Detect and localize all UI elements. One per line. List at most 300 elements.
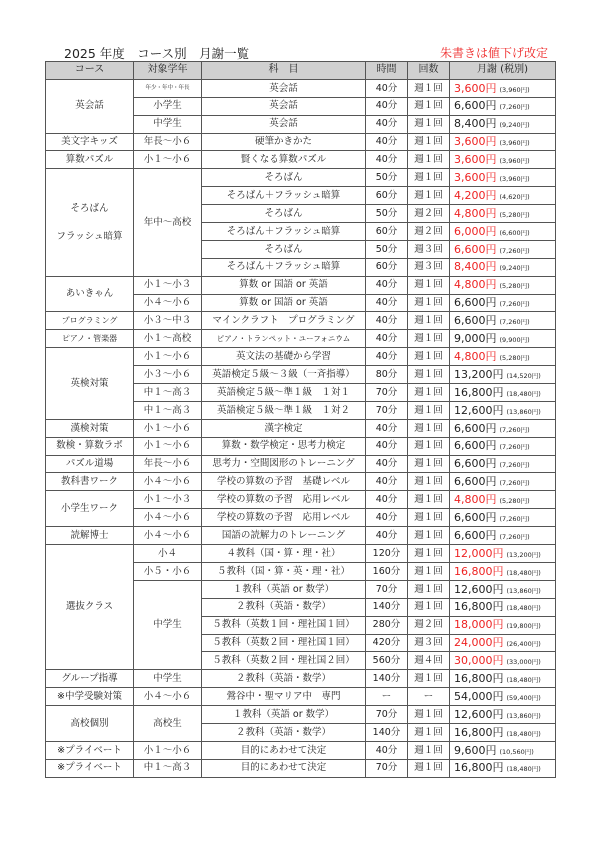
price-with-tax: (5,280円) — [499, 210, 530, 219]
subject-cell: 賢くなる算数パズル — [202, 151, 366, 169]
price-with-tax: (5,280円) — [499, 497, 530, 506]
price-with-tax: (13,200円) — [506, 550, 541, 559]
count-cell: 週１回 — [408, 580, 450, 598]
price-value: 4,200円 — [454, 188, 497, 202]
price-value: 3,600円 — [454, 153, 497, 167]
course-cell: プログラミング — [46, 312, 134, 330]
count-cell: 週１回 — [408, 759, 450, 777]
table-row — [46, 527, 556, 545]
price-with-tax: (5,280円) — [499, 353, 530, 362]
grade-cell: 小３〜中３ — [134, 312, 202, 330]
price-with-tax: (7,260円) — [499, 532, 530, 541]
price-value: 3,600円 — [454, 81, 497, 95]
count-cell: 週１回 — [408, 115, 450, 133]
price-with-tax: (4,620円) — [499, 192, 530, 201]
grade-cell: 小１〜小６ — [134, 419, 202, 437]
price-with-tax: (33,000円) — [506, 658, 541, 667]
fee-cell — [450, 276, 556, 294]
time-cell: 60分 — [366, 187, 408, 205]
table-row — [46, 133, 556, 151]
fee-cell — [450, 759, 556, 777]
subject-cell: 思考力・空間図形のトレーニング — [202, 455, 366, 473]
time-cell: 140分 — [366, 723, 408, 741]
grade-cell: 小１〜小６ — [134, 151, 202, 169]
price-with-tax: (3,960円) — [499, 139, 530, 148]
fee-cell — [450, 330, 556, 348]
fee-cell — [450, 527, 556, 545]
fee-cell — [450, 634, 556, 652]
price-with-tax: (3,960円) — [499, 175, 530, 184]
count-cell: 週３回 — [408, 258, 450, 276]
price-value: 6,600円 — [454, 314, 497, 328]
table-row — [46, 437, 556, 455]
time-cell: 60分 — [366, 258, 408, 276]
course-cell-soroban — [46, 169, 134, 276]
grade-cell: 中学生 — [134, 115, 202, 133]
subject-cell: そろばん＋フラッシュ暗算 — [202, 223, 366, 241]
grade-cell: 中１〜高３ — [134, 384, 202, 402]
price-value: 12,000円 — [454, 546, 504, 560]
fee-cell — [450, 187, 556, 205]
price-value: 12,600円 — [454, 582, 504, 596]
price-with-tax: (59,400円) — [506, 693, 541, 702]
count-cell: 週１回 — [408, 419, 450, 437]
course-cell: ※中学受験対策 — [46, 688, 134, 706]
table-row — [46, 276, 556, 294]
count-cell: 週４回 — [408, 652, 450, 670]
price-with-tax: (9,900円) — [499, 336, 530, 345]
price-value: 6,600円 — [454, 457, 497, 471]
count-cell: 週１回 — [408, 527, 450, 545]
fee-cell — [450, 151, 556, 169]
price-with-tax: (18,480円) — [506, 729, 541, 738]
subject-cell: ４教科（国・算・理・社） — [202, 545, 366, 563]
subject-cell: 漢字検定 — [202, 419, 366, 437]
price-with-tax: (7,260円) — [499, 300, 530, 309]
fee-cell — [450, 437, 556, 455]
subject-cell: 英文法の基礎から学習 — [202, 348, 366, 366]
subject-cell: 英語検定５級〜準１級 １対１ — [202, 384, 366, 402]
count-cell: 週３回 — [408, 240, 450, 258]
subject-cell: 英語検定５級〜準１級 １対２ — [202, 401, 366, 419]
course-cell: ※プライベート — [46, 759, 134, 777]
course-cell: 選抜クラス — [46, 545, 134, 670]
course-cell: ※プライベート — [46, 741, 134, 759]
price-value: 8,400円 — [454, 260, 497, 274]
time-cell: 50分 — [366, 205, 408, 223]
price-value: 6,600円 — [454, 475, 497, 489]
subject-cell: そろばん＋フラッシュ暗算 — [202, 187, 366, 205]
count-cell: 週１回 — [408, 473, 450, 491]
subject-cell: １教科（英語 or 数学） — [202, 706, 366, 724]
count-cell: 週１回 — [408, 312, 450, 330]
time-cell: 140分 — [366, 670, 408, 688]
course-cell: 漢検対策 — [46, 419, 134, 437]
subject-cell: ２教科（英語・数学） — [202, 670, 366, 688]
price-cut-note: 朱書きは値下げ改定 — [439, 46, 548, 60]
fee-cell — [450, 580, 556, 598]
subject-cell: 算数 or 国語 or 英語 — [202, 276, 366, 294]
price-value: 24,000円 — [454, 636, 504, 650]
table-row — [46, 151, 556, 169]
course-cell: ピアノ・管楽器 — [46, 330, 134, 348]
count-cell: 週１回 — [408, 401, 450, 419]
subject-cell: 英会話 — [202, 79, 366, 97]
fee-cell — [450, 688, 556, 706]
time-cell: 70分 — [366, 580, 408, 598]
count-cell: 週１回 — [408, 437, 450, 455]
price-value: 6,600円 — [454, 296, 497, 310]
course-cell: パズル道場 — [46, 455, 134, 473]
count-cell: 週２回 — [408, 223, 450, 241]
price-value: 16,800円 — [454, 600, 504, 614]
time-cell: 40分 — [366, 473, 408, 491]
grade-cell: 小４ — [134, 545, 202, 563]
grade-cell: 小１〜高校 — [134, 330, 202, 348]
grade-cell: 小５・小６ — [134, 562, 202, 580]
grade-cell: 年長〜小６ — [134, 133, 202, 151]
price-value: 6,600円 — [454, 421, 497, 435]
fee-cell — [450, 562, 556, 580]
price-value: 16,800円 — [454, 385, 504, 399]
subject-cell: ５教科（英数２回・理社国１回） — [202, 634, 366, 652]
subject-cell: ５教科（英数２回・理社国２回） — [202, 652, 366, 670]
fee-cell — [450, 115, 556, 133]
table-row — [46, 491, 556, 509]
count-cell: 週１回 — [408, 169, 450, 187]
table-row — [46, 759, 556, 777]
price-value: 16,800円 — [454, 671, 504, 685]
price-with-tax: (9,240円) — [499, 121, 530, 130]
fee-cell — [450, 348, 556, 366]
time-cell: 40分 — [366, 151, 408, 169]
subject-cell: そろばん — [202, 240, 366, 258]
table-row — [46, 348, 556, 366]
price-with-tax: (18,480円) — [506, 389, 541, 398]
count-cell: 週１回 — [408, 545, 450, 563]
subject-cell: そろばん — [202, 169, 366, 187]
subject-cell: 鶯谷中・聖マリア中 専門 — [202, 688, 366, 706]
col-header-time: 時間 — [366, 62, 408, 80]
table-row — [46, 455, 556, 473]
count-cell: 週１回 — [408, 79, 450, 97]
price-value: 6,600円 — [454, 510, 497, 524]
price-value: 4,800円 — [454, 349, 497, 363]
price-with-tax: (7,260円) — [499, 246, 530, 255]
subject-cell: ２教科（英語・数学） — [202, 598, 366, 616]
grade-cell: 年長〜小６ — [134, 455, 202, 473]
course-cell: 教科書ワーク — [46, 473, 134, 491]
subject-cell: そろばん＋フラッシュ暗算 — [202, 258, 366, 276]
count-cell: 週１回 — [408, 723, 450, 741]
course-cell: 高校個別 — [46, 706, 134, 742]
course-cell: 算数パズル — [46, 151, 134, 169]
subject-cell: 英会話 — [202, 115, 366, 133]
course-cell: グループ指導 — [46, 670, 134, 688]
subject-cell: 英語検定５級〜３級（一斉指導） — [202, 366, 366, 384]
subject-cell: 目的にあわせて決定 — [202, 759, 366, 777]
time-cell: 40分 — [366, 741, 408, 759]
price-with-tax: (18,480円) — [506, 604, 541, 613]
time-cell: 40分 — [366, 437, 408, 455]
fee-cell — [450, 401, 556, 419]
table-row — [46, 330, 556, 348]
table-row — [46, 473, 556, 491]
subject-cell: ５教科（国・算・英・理・社） — [202, 562, 366, 580]
price-value: 6,600円 — [454, 439, 497, 453]
fee-cell — [450, 258, 556, 276]
price-value: 3,600円 — [454, 135, 497, 149]
table-row — [46, 741, 556, 759]
time-cell: 70分 — [366, 401, 408, 419]
price-with-tax: (13,860円) — [506, 711, 541, 720]
price-with-tax: (9,240円) — [499, 264, 530, 273]
count-cell: 週１回 — [408, 330, 450, 348]
grade-cell: 高校生 — [134, 706, 202, 742]
course-cell: 小学生ワーク — [46, 491, 134, 527]
time-cell: 70分 — [366, 759, 408, 777]
subject-cell: 算数 or 国語 or 英語 — [202, 294, 366, 312]
grade-cell: 中１〜高３ — [134, 401, 202, 419]
time-cell: 40分 — [366, 97, 408, 115]
time-cell: 40分 — [366, 312, 408, 330]
fee-cell — [450, 706, 556, 724]
course-label: フラッシュ暗算 — [56, 230, 123, 242]
subject-cell: ５教科（英数１回・理社国１回） — [202, 616, 366, 634]
count-cell: 週１回 — [408, 741, 450, 759]
fee-cell — [450, 240, 556, 258]
count-cell: 週１回 — [408, 670, 450, 688]
subject-cell: 英会話 — [202, 97, 366, 115]
count-cell: 週１回 — [408, 562, 450, 580]
time-cell: 70分 — [366, 706, 408, 724]
subject-cell: ピアノ・トランペット・ユーフォニウム — [202, 330, 366, 348]
price-value: 9,000円 — [454, 332, 497, 346]
subject-cell: 目的にあわせて決定 — [202, 741, 366, 759]
price-with-tax: (7,260円) — [499, 514, 530, 523]
count-cell: 週１回 — [408, 706, 450, 724]
price-value: 6,600円 — [454, 242, 497, 256]
time-cell: ー — [366, 688, 408, 706]
grade-cell: 小１〜小３ — [134, 491, 202, 509]
tuition-table — [45, 61, 556, 778]
subject-cell: 硬筆かきかた — [202, 133, 366, 151]
subject-cell: マインクラフト プログラミング — [202, 312, 366, 330]
col-header-course: コース — [46, 62, 134, 80]
course-label: そろばん — [70, 203, 109, 215]
time-cell: 80分 — [366, 366, 408, 384]
subject-cell: 算数・数学検定・思考力検定 — [202, 437, 366, 455]
subject-cell: そろばん — [202, 205, 366, 223]
price-value: 6,600円 — [454, 528, 497, 542]
fee-cell — [450, 473, 556, 491]
count-cell: 週１回 — [408, 133, 450, 151]
price-value: 4,800円 — [454, 206, 497, 220]
time-cell: 40分 — [366, 276, 408, 294]
price-value: 4,800円 — [454, 493, 497, 507]
price-with-tax: (6,600円) — [499, 228, 530, 237]
col-header-grade: 対象学年 — [134, 62, 202, 80]
grade-cell: 小４〜小６ — [134, 688, 202, 706]
grade-cell: 小１〜小６ — [134, 348, 202, 366]
count-cell: 週１回 — [408, 348, 450, 366]
time-cell: 40分 — [366, 455, 408, 473]
fee-cell — [450, 545, 556, 563]
count-cell: 週１回 — [408, 276, 450, 294]
time-cell: 40分 — [366, 491, 408, 509]
grade-cell: 小４〜小６ — [134, 473, 202, 491]
price-with-tax: (3,960円) — [499, 157, 530, 166]
grade-cell: 小１〜小６ — [134, 437, 202, 455]
price-value: 12,600円 — [454, 707, 504, 721]
price-with-tax: (7,260円) — [499, 318, 530, 327]
subject-cell: 学校の算数の予習 応用レベル — [202, 491, 366, 509]
price-with-tax: (18,480円) — [506, 675, 541, 684]
subject-cell: 学校の算数の予習 応用レベル — [202, 509, 366, 527]
price-with-tax: (7,260円) — [499, 479, 530, 488]
price-with-tax: (18,480円) — [506, 765, 541, 774]
price-value: 16,800円 — [454, 725, 504, 739]
fee-cell — [450, 205, 556, 223]
fee-cell — [450, 455, 556, 473]
count-cell: 週１回 — [408, 384, 450, 402]
count-cell: 週２回 — [408, 616, 450, 634]
price-value: 16,800円 — [454, 761, 504, 775]
fee-cell — [450, 723, 556, 741]
price-with-tax: (5,280円) — [499, 282, 530, 291]
time-cell: 50分 — [366, 169, 408, 187]
fee-cell — [450, 97, 556, 115]
course-cell: 英会話 — [46, 79, 134, 133]
price-with-tax: (19,800円) — [506, 622, 541, 631]
fee-cell — [450, 670, 556, 688]
subject-cell: 国語の読解力のトレーニング — [202, 527, 366, 545]
grade-cell: 小学生 — [134, 97, 202, 115]
grade-cell: 小１〜小６ — [134, 741, 202, 759]
price-with-tax: (3,960円) — [499, 85, 530, 94]
table-row — [46, 670, 556, 688]
count-cell: 週１回 — [408, 187, 450, 205]
price-value: 13,200円 — [454, 367, 504, 381]
time-cell: 40分 — [366, 527, 408, 545]
time-cell: 40分 — [366, 348, 408, 366]
fee-cell — [450, 223, 556, 241]
price-with-tax: (13,860円) — [506, 586, 541, 595]
fee-cell — [450, 312, 556, 330]
table-header-row — [46, 62, 556, 80]
price-value: 9,600円 — [454, 743, 497, 757]
col-header-count: 回数 — [408, 62, 450, 80]
table-row — [46, 312, 556, 330]
count-cell: 週１回 — [408, 598, 450, 616]
count-cell: 週２回 — [408, 205, 450, 223]
col-header-subject: 科 目 — [202, 62, 366, 80]
count-cell: 週３回 — [408, 634, 450, 652]
price-value: 54,000円 — [454, 689, 504, 703]
subject-cell: 学校の算数の予習 基礎レベル — [202, 473, 366, 491]
fee-cell — [450, 419, 556, 437]
count-cell: 週１回 — [408, 294, 450, 312]
price-value: 18,000円 — [454, 618, 504, 632]
col-header-fee: 月謝 (税別) — [450, 62, 556, 80]
course-cell: あいきゃん — [46, 276, 134, 312]
table-row — [46, 79, 556, 97]
grade-cell: 中学生 — [134, 670, 202, 688]
course-cell: 数検・算数ラボ — [46, 437, 134, 455]
fee-cell — [450, 366, 556, 384]
fee-cell — [450, 598, 556, 616]
price-value: 12,600円 — [454, 403, 504, 417]
time-cell: 40分 — [366, 419, 408, 437]
course-cell: 美文字キッズ — [46, 133, 134, 151]
time-cell: 560分 — [366, 652, 408, 670]
course-cell: 読解博士 — [46, 527, 134, 545]
price-with-tax: (18,480円) — [506, 568, 541, 577]
time-cell: 160分 — [366, 562, 408, 580]
time-cell: 280分 — [366, 616, 408, 634]
fee-cell — [450, 294, 556, 312]
fee-cell — [450, 169, 556, 187]
time-cell: 40分 — [366, 79, 408, 97]
table-row — [46, 169, 556, 187]
time-cell: 40分 — [366, 133, 408, 151]
grade-cell: 中１〜高３ — [134, 759, 202, 777]
time-cell: 120分 — [366, 545, 408, 563]
fee-cell — [450, 616, 556, 634]
price-value: 30,000円 — [454, 654, 504, 668]
grade-cell: 年中〜高校 — [134, 169, 202, 276]
table-row — [46, 545, 556, 563]
grade-cell: 小４〜小６ — [134, 509, 202, 527]
time-cell: 50分 — [366, 240, 408, 258]
fee-cell — [450, 491, 556, 509]
fee-cell — [450, 509, 556, 527]
time-cell: 140分 — [366, 598, 408, 616]
grade-cell: 小４〜小６ — [134, 527, 202, 545]
table-row — [46, 688, 556, 706]
grade-cell: 小３〜小６ — [134, 366, 202, 384]
time-cell: 40分 — [366, 115, 408, 133]
price-with-tax: (10,560円) — [499, 747, 534, 756]
grade-cell: 年少・年中・年長 — [134, 79, 202, 97]
price-with-tax: (26,400円) — [506, 640, 541, 649]
fee-cell — [450, 79, 556, 97]
count-cell: 週１回 — [408, 151, 450, 169]
table-row — [46, 419, 556, 437]
count-cell: 週１回 — [408, 455, 450, 473]
price-with-tax: (14,520円) — [506, 371, 541, 380]
time-cell: 40分 — [366, 330, 408, 348]
course-cell: 英検対策 — [46, 348, 134, 420]
price-with-tax: (7,260円) — [499, 103, 530, 112]
grade-cell: 中学生 — [134, 580, 202, 669]
count-cell: 週１回 — [408, 366, 450, 384]
time-cell: 60分 — [366, 223, 408, 241]
price-with-tax: (7,260円) — [499, 443, 530, 452]
time-cell: 420分 — [366, 634, 408, 652]
fee-cell — [450, 652, 556, 670]
price-value: 6,000円 — [454, 224, 497, 238]
subject-cell: ２教科（英語・数学） — [202, 723, 366, 741]
fee-cell — [450, 133, 556, 151]
price-value: 16,800円 — [454, 564, 504, 578]
grade-cell: 小１〜小３ — [134, 276, 202, 294]
time-cell: 40分 — [366, 294, 408, 312]
price-value: 3,600円 — [454, 171, 497, 185]
subject-cell: １教科（英語 or 数学） — [202, 580, 366, 598]
price-value: 6,600円 — [454, 99, 497, 113]
table-row — [46, 706, 556, 724]
